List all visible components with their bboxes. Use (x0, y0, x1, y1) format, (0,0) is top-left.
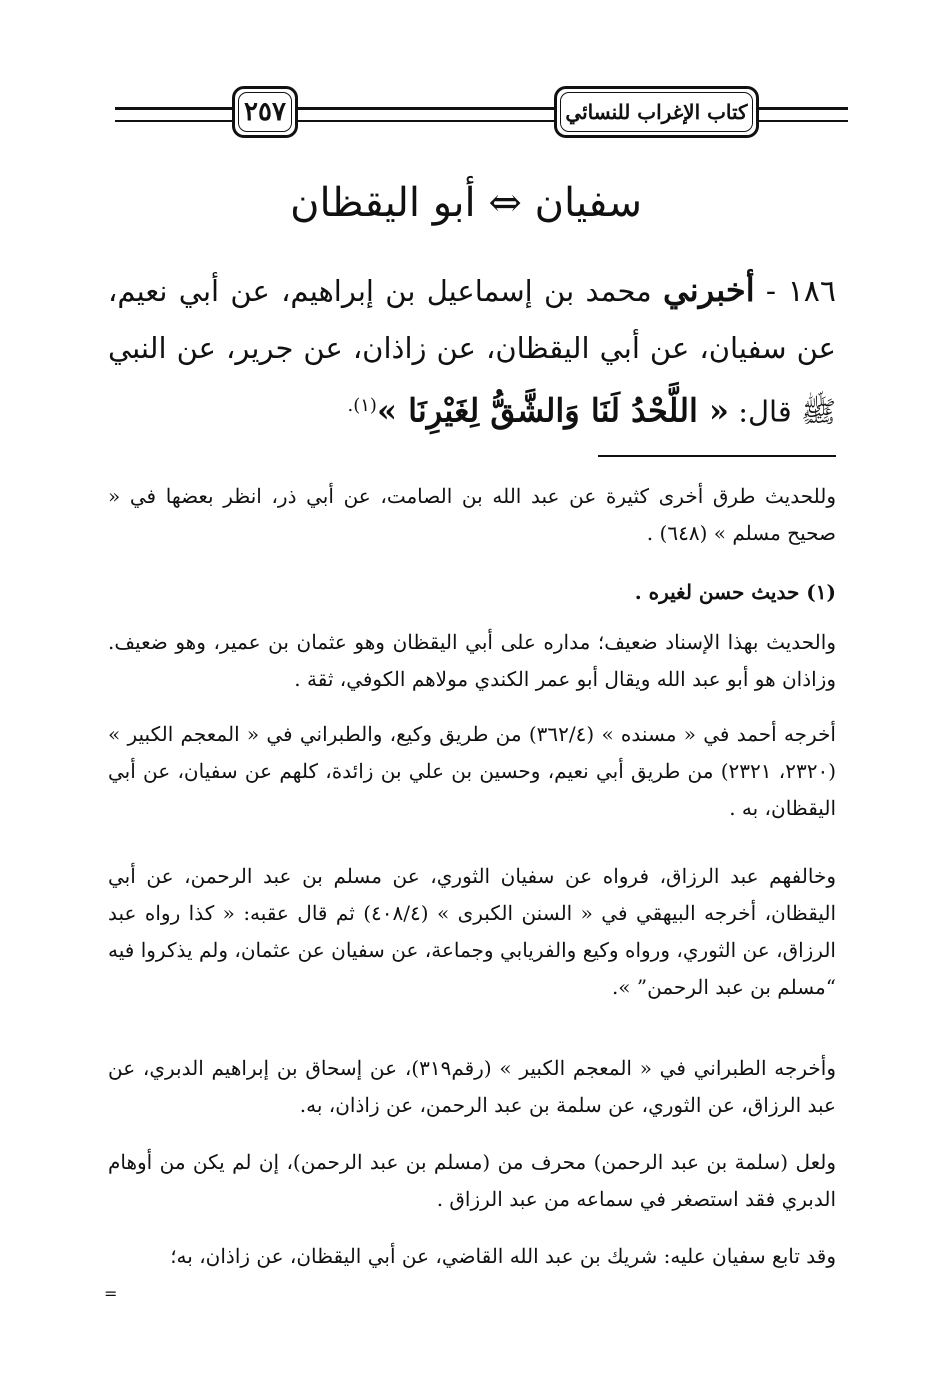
footnote-paragraph-3 (108, 716, 836, 827)
footnote-paragraph-5 (108, 1050, 836, 1124)
footnote-separator (598, 455, 836, 457)
footnote-paragraph-6 (108, 1144, 836, 1218)
footnote-paragraph: وأخرجه الطبراني في « المعجم الكبير » (رقم٣١٩)، عن إسحاق بن إبراهيم الدبري، عن عبد الرزاق، عن الثوري، عن سلمة بن عبد الرحمن، عن زاذان، به. (108, 1056, 836, 1117)
footnote-grade: (١) حديث حسن لغيره . (634, 580, 836, 604)
footnote-paragraph: وخالفهم عبد الرزاق، فرواه عن سفيان الثوري، عن مسلم بن عبد الرحمن، عن أبي اليقظان، أخرجه البيهقي في « السنن الكبرى » (٤٠٨/٤) ثم قال عقبه: « كذا رواه عبد الرزاق، عن الثوري، ورواه وكيع والفريابي وجماعة، عن سفيان عن عثمان، ولم يذكروا فيه “مسلم بن عبد الرحمن” ». (108, 864, 837, 999)
footnote-paragraph: ولعل (سلمة بن عبد الرحمن) محرف من (مسلم بن عبد الرحمن)، إن لم يكن من أوهام الدبري فقد استصغر في سماعه من عبد الرزاق . (108, 1150, 836, 1211)
footnote-1-heading (108, 574, 836, 611)
header-rule-left (115, 107, 233, 122)
section-title: سفيان ⇔ أبو اليقظان (290, 180, 642, 226)
hadith-number: ١٨٦ - (765, 274, 836, 309)
page-number: ٢٥٧ (244, 97, 286, 127)
page-continuation-mark: = (104, 1284, 118, 1303)
book-title-box (554, 86, 759, 138)
hadith-text (108, 262, 836, 441)
page-number-box (232, 86, 298, 138)
footnote-paragraph-7 (108, 1238, 836, 1275)
header-rule-middle (296, 107, 554, 122)
footnote-paragraph-2 (108, 624, 836, 698)
footnote-paragraph-4 (108, 858, 836, 1006)
book-title: كتاب الإغراب للنسائي (565, 100, 748, 124)
footnote-paragraph: وللحديث طرق أخرى كثيرة عن عبد الله بن الصامت، عن أبي ذر، انظر بعضها في « صحيح مسلم » (٦٤٨) . (108, 484, 836, 545)
footnote-reference: (١). (347, 395, 377, 416)
footnote-continuation (108, 478, 836, 552)
isnad-line-1: محمد بن إسماعيل بن إبراهيم، عن أبي نعيم، عن (108, 274, 836, 365)
footnote-paragraph: والحديث بهذا الإسناد ضعيف؛ مداره على أبي اليقظان وهو عثمان بن عمير، وهو ضعيف. وزاذان هو أبو عبد الله ويقال أبو عمر الكندي مولاهم الكوفي، ثقة . (108, 630, 836, 691)
footnote-paragraph: وقد تابع سفيان عليه: شريك بن عبد الله القاضي، عن أبي اليقظان، عن زاذان، به؛ (170, 1244, 836, 1268)
hadith-matn: « اللَّحْدُ لَنَا وَالشَّقُّ لِغَيْرِنَا » (376, 391, 729, 430)
akhbarani-word: أخبرني (663, 271, 755, 309)
isnad-line-2: سفيان، عن أبي اليقظان، عن زاذان، عن جرير، عن النبي ﷺ قال: (108, 331, 836, 429)
footnote-paragraph: أخرجه أحمد في « مسنده » (٣٦٢/٤) من طريق وكيع، والطبراني في « المعجم الكبير » (٢٣٢٠، ٢٣٢١) من طريق أبي نعيم، وحسين بن علي بن زائدة، كلهم عن سفيان، عن أبي اليقظان، به . (108, 722, 837, 820)
header-rule-right (758, 107, 848, 122)
